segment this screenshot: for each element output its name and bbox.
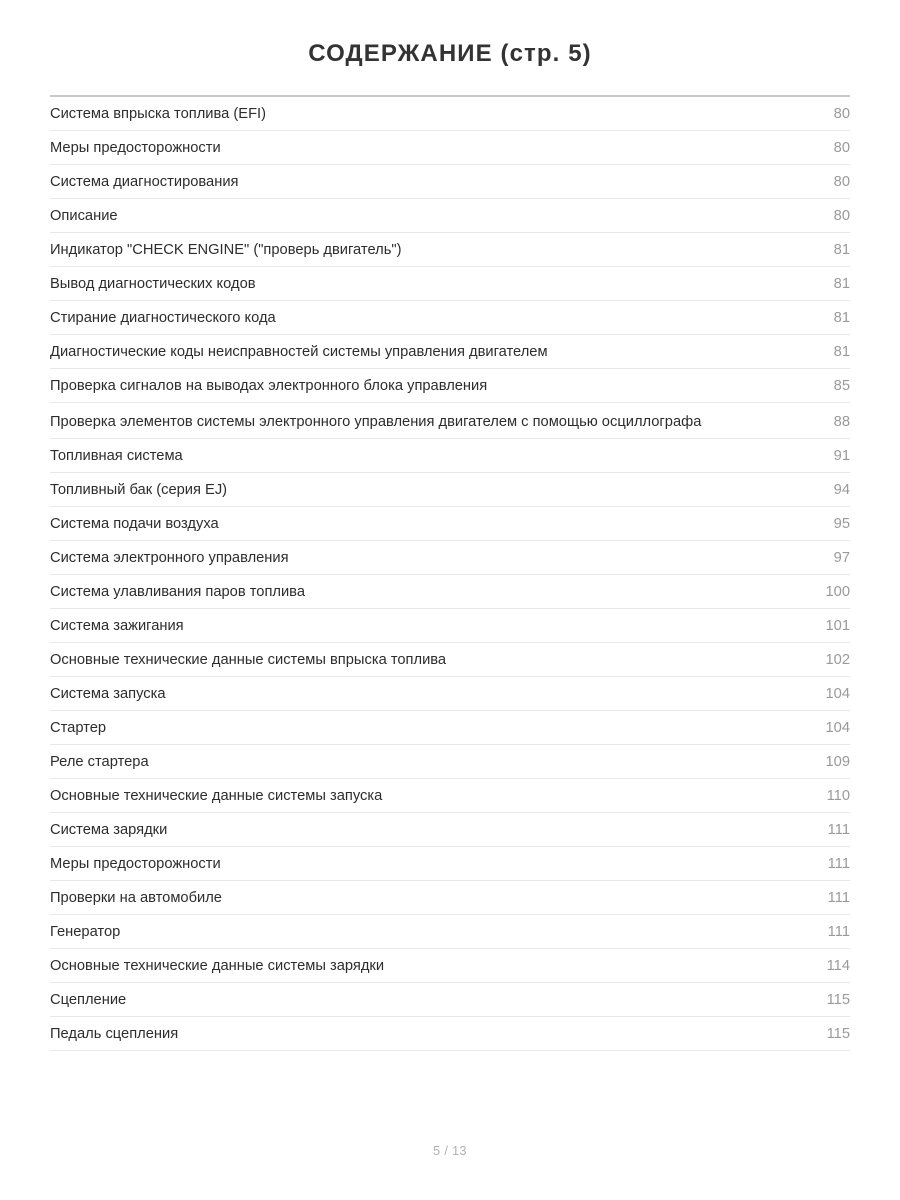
toc-entry-title: Топливная система [50,448,183,464]
toc-entry-page-number: 81 [833,242,850,258]
toc-entry[interactable] [50,97,850,131]
toc-entry-page-number: 109 [825,754,850,770]
toc-entry-page-number: 97 [833,550,850,566]
toc-entry-page-number: 91 [833,448,850,464]
toc-entry-title: Педаль сцепления [50,1026,179,1042]
toc-entry-page-number: 81 [833,310,850,326]
toc-entry-page-number: 80 [833,208,850,224]
toc-entry-title: Генератор [50,924,121,940]
toc-entry-page-number: 100 [825,584,850,600]
toc-entry-title: Система диагностирования [50,174,239,190]
toc-entry[interactable] [50,267,850,301]
toc-entry-title: Диагностические коды неисправностей системы управления двигателем [50,344,548,360]
toc-entry-page-number: 110 [826,788,850,804]
toc-entry-title: Система запуска [50,686,166,702]
toc-entry-title: Система зажигания [50,618,184,634]
toc-entry[interactable] [50,233,850,267]
toc-entry-title: Система электронного управления [50,550,289,566]
toc-entry-title: Меры предосторожности [50,856,221,872]
toc-entry[interactable] [50,199,850,233]
toc-entry-page-number: 81 [833,276,850,292]
toc-entry-page-number: 102 [825,652,850,668]
toc-entry-title: Стартер [50,720,107,736]
toc-entry[interactable] [50,949,850,983]
toc-entry-page-number: 104 [825,686,850,702]
toc-entry-title: Меры предосторожности [50,140,221,156]
toc-entry[interactable] [50,301,850,335]
toc-entry[interactable] [50,847,850,881]
toc-entry[interactable] [50,473,850,507]
toc-entry-page-number: 111 [827,890,850,906]
toc-entry-page-number: 85 [833,378,850,394]
toc-entry-page-number: 114 [826,958,850,974]
toc-entry-page-number: 88 [833,414,850,430]
table-of-contents [50,97,850,1051]
toc-entry[interactable] [50,575,850,609]
toc-entry-title: Стирание диагностического кода [50,310,276,326]
toc-entry-page-number: 81 [833,344,850,360]
toc-entry-title: Описание [50,208,118,224]
toc-entry-page-number: 80 [833,140,850,156]
toc-entry-title: Проверки на автомобиле [50,890,222,906]
toc-entry[interactable] [50,335,850,369]
toc-entry-title: Система подачи воздуха [50,516,219,532]
toc-entry[interactable] [50,643,850,677]
toc-entry-title: Вывод диагностических кодов [50,276,256,292]
toc-entry[interactable] [50,165,850,199]
toc-entry[interactable] [50,1017,850,1051]
toc-entry[interactable] [50,779,850,813]
toc-entry-title: Система зарядки [50,822,168,838]
toc-entry-title: Топливный бак (серия EJ) [50,482,228,498]
toc-entry-title: Основные технические данные системы зарядки [50,958,385,974]
toc-entry[interactable] [50,439,850,473]
toc-entry-title: Индикатор "CHECK ENGINE" ("проверь двигатель") [50,242,402,258]
toc-entry[interactable] [50,881,850,915]
toc-entry-page-number: 104 [825,720,850,736]
toc-entry-page-number: 94 [833,482,850,498]
toc-entry-title: Реле стартера [50,754,149,770]
footer-pagination: 5 / 13 [433,1144,467,1158]
toc-entry[interactable] [50,609,850,643]
toc-entry-title: Система впрыска топлива (EFI) [50,106,267,122]
toc-entry-page-number: 111 [827,822,850,838]
toc-entry-page-number: 101 [825,618,850,634]
toc-entry[interactable] [50,507,850,541]
toc-entry-title: Основные технические данные системы запуска [50,788,383,804]
toc-entry-page-number: 80 [833,106,850,122]
toc-entry-title: Проверка элементов системы электронного управления двигателем с помощью осциллографа [50,414,702,430]
toc-entry[interactable] [50,131,850,165]
toc-entry[interactable] [50,813,850,847]
toc-entry-page-number: 111 [827,856,850,872]
toc-entry[interactable] [50,403,850,439]
toc-entry[interactable] [50,541,850,575]
toc-entry-page-number: 111 [827,924,850,940]
toc-entry-page-number: 95 [833,516,850,532]
toc-entry-title: Сцепление [50,992,127,1008]
toc-entry-page-number: 115 [826,1026,850,1042]
toc-entry[interactable] [50,745,850,779]
page-title: СОДЕРЖАНИЕ (стр. 5) [308,40,592,67]
toc-entry[interactable] [50,677,850,711]
toc-entry[interactable] [50,915,850,949]
toc-entry[interactable] [50,369,850,403]
toc-entry-title: Проверка сигналов на выводах электронного блока управления [50,378,488,394]
toc-entry-title: Основные технические данные системы впрыска топлива [50,652,447,668]
toc-entry-title: Система улавливания паров топлива [50,584,305,600]
toc-entry[interactable] [50,711,850,745]
toc-entry[interactable] [50,983,850,1017]
toc-entry-page-number: 115 [826,992,850,1008]
toc-entry-page-number: 80 [833,174,850,190]
